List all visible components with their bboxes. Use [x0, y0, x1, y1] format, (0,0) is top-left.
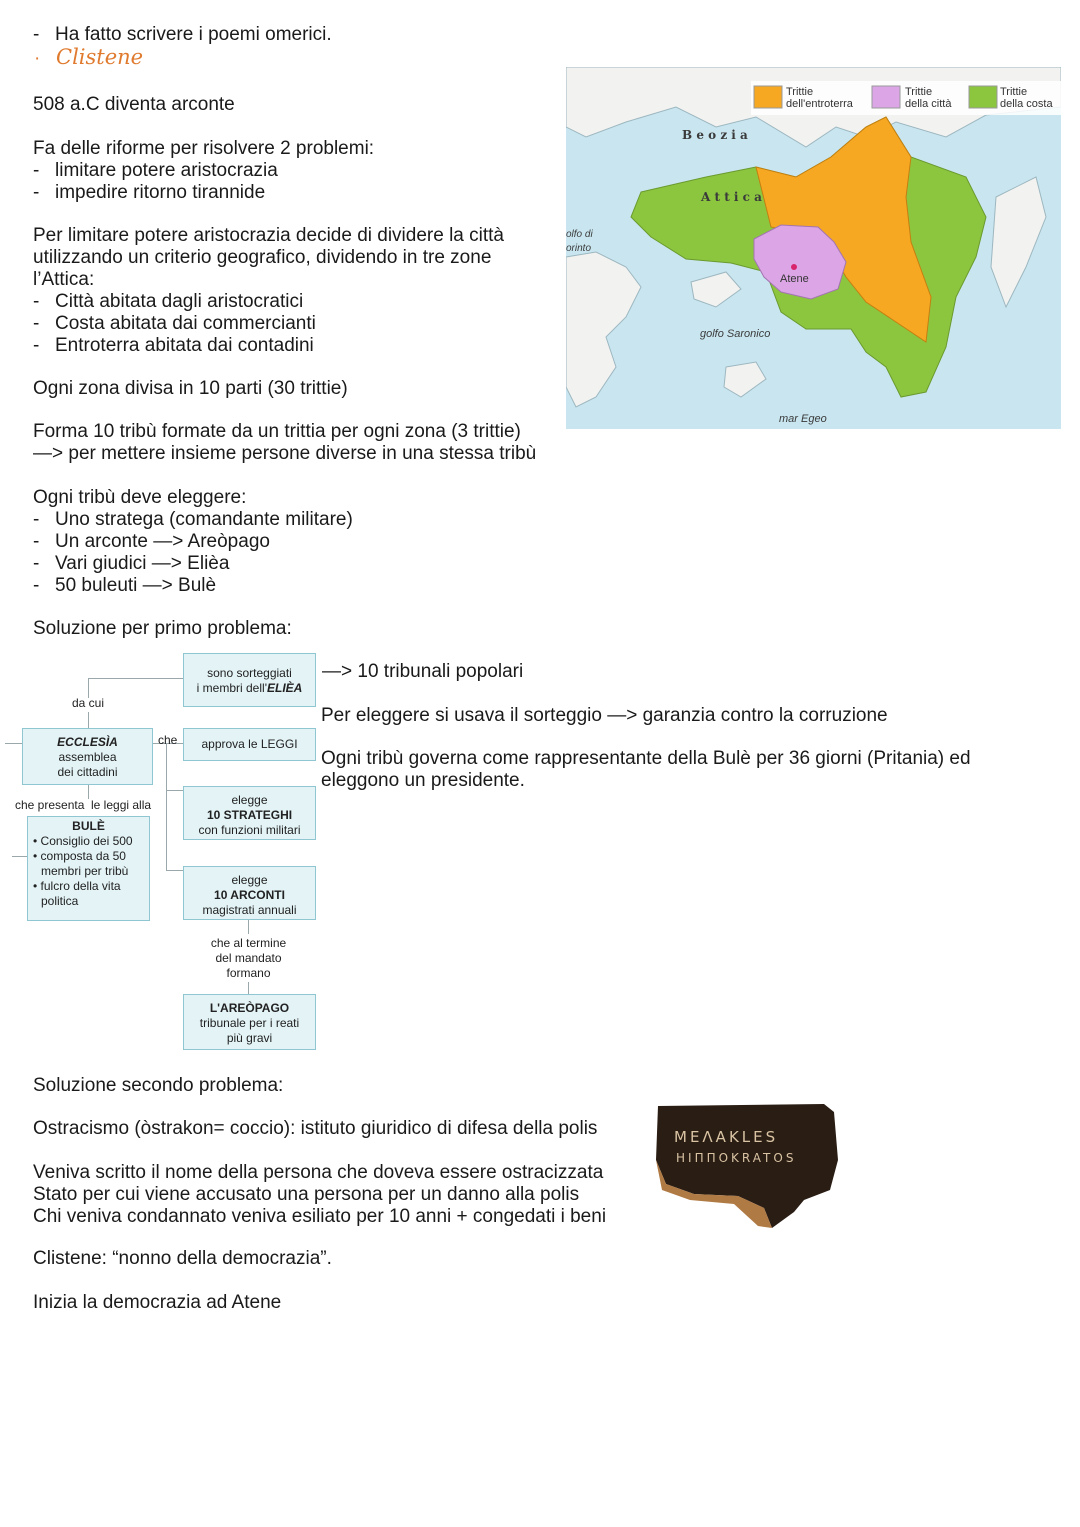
note-ostr-3: Chi veniva condannato veniva esiliato per 10 anni + congedati i beni [33, 1206, 607, 1227]
connector-line [88, 785, 89, 799]
legend-costa-2: della costa [1000, 98, 1053, 110]
legend-entroterra-1: Trittie [786, 86, 814, 98]
note-ostr-1: Veniva scritto il nome della persona che doveva essere ostracizzata [33, 1162, 604, 1183]
label-golfo-corinto-2: orinto [566, 243, 592, 254]
connector-line [248, 982, 249, 994]
note-tribu-1: Forma 10 tribù formate da un trittia per ogni zona (3 trittie) [33, 421, 521, 442]
box-arconti [183, 866, 316, 920]
dash: - [33, 509, 40, 530]
arconti-line-2: 10 ARCONTI [214, 888, 285, 902]
label-golfo-saronico: golfo Saronico [700, 328, 771, 340]
areopago-line-1: L'AREÒPAGO [209, 1001, 290, 1015]
label-beozia: B e o z i a [682, 128, 748, 142]
connector-line [248, 920, 249, 934]
problem-2: impedire ritorno tirannide [55, 182, 266, 203]
strateghi-line-3: con funzioni militari [198, 823, 301, 837]
heading-clistene: Clistene [56, 45, 144, 69]
sorteggiati-line-1: sono sorteggiati [207, 666, 292, 680]
note-divide-1: Per limitare potere aristocrazia decide di dividere la città [33, 225, 504, 246]
zone-3: Entroterra abitata dai contadini [55, 335, 314, 356]
sorteggiati-eliea: ELIÈA [266, 681, 303, 695]
ostrakon-line-2: HIΠΠOKRATOS [676, 1151, 797, 1165]
dash: - [33, 313, 40, 334]
note-divide-3: l’Attica: [33, 269, 95, 290]
box-strateghi [183, 786, 316, 840]
problem-1: limitare potere aristocrazia [55, 160, 278, 181]
connector-line [12, 856, 27, 857]
bule-bullet-2b: membri per tribù [41, 864, 129, 878]
box-areopago [183, 994, 316, 1050]
ecclesia-line-2: assemblea [58, 750, 117, 764]
areopago-line-3: più gravi [226, 1031, 273, 1045]
note-riforme: Fa delle riforme per risolvere 2 problemi: [33, 138, 375, 159]
box-bule [27, 816, 150, 921]
elect-3: Vari giudici —> Elièa [55, 553, 230, 574]
legend-citta-2: della città [905, 98, 952, 110]
connector-line [166, 790, 183, 791]
note-pritania-1: Ogni tribù governa come rappresentante della Bulè per 36 giorni (Pritania) ed [321, 748, 971, 769]
bule-title: BULÈ [72, 819, 105, 833]
bule-bullet-3b: politica [41, 894, 79, 908]
label-golfo-corinto-1: olfo di [566, 229, 593, 240]
elect-4: 50 buleuti —> Bulè [55, 575, 217, 596]
dash: - [33, 160, 40, 181]
attica-map [566, 67, 1061, 429]
termine-line-2: del mandato [215, 951, 282, 965]
connector-line [88, 678, 89, 698]
elect-1: Uno stratega (comandante militare) [55, 509, 353, 530]
legend-swatch-costa [969, 86, 997, 108]
note-inizia: Inizia la democrazia ad Atene [33, 1292, 282, 1313]
note-arconte: 508 a.C diventa arconte [33, 94, 235, 115]
label-termine [196, 936, 301, 981]
note-ostr-2: Stato per cui viene accusato una persona per un danno alla polis [33, 1184, 580, 1205]
label-le-leggi-alla: le leggi alla [91, 798, 152, 812]
note-poemi: Ha fatto scrivere i poemi omerici. [55, 24, 332, 45]
label-atene: Atene [780, 273, 809, 285]
label-da-cui: da cui [72, 696, 105, 710]
note-pritania-2: eleggono un presidente. [321, 770, 525, 791]
strateghi-line-1: elegge [231, 793, 268, 807]
note-ostracismo: Ostracismo (òstrakon= coccio): istituto giuridico di difesa della polis [33, 1118, 598, 1139]
note-trittie: Ogni zona divisa in 10 parti (30 trittie) [33, 378, 348, 399]
note-tribunali: —> 10 tribunali popolari [322, 661, 524, 682]
legend-citta-1: Trittie [905, 86, 933, 98]
dash: - [33, 24, 40, 45]
arconti-line-3: magistrati annuali [202, 903, 297, 917]
zone-2: Costa abitata dai commercianti [55, 313, 316, 334]
connector-line [88, 678, 183, 679]
note-soluzione-1: Soluzione per primo problema: [33, 618, 292, 639]
ostrakon-image [654, 1100, 840, 1230]
bule-bullet-2: • composta da 50 [33, 849, 126, 863]
note-eleggere: Ogni tribù deve eleggere: [33, 487, 247, 508]
dash: - [33, 531, 40, 552]
termine-line-3: formano [226, 966, 271, 980]
note-sorteggio: Per eleggere si usava il sorteggio —> garanzia contro la corruzione [321, 705, 888, 726]
bule-bullet-3: • fulcro della vita [33, 879, 121, 893]
bullet: · [34, 48, 41, 69]
label-che-presenta: che presenta [15, 798, 85, 812]
atene-marker [791, 264, 797, 270]
label-attica: A t t i c a [701, 190, 762, 204]
legend-swatch-entroterra [754, 86, 782, 108]
note-tribu-2: —> per mettere insieme persone diverse in una stessa tribù [33, 443, 537, 464]
connector-line [5, 743, 22, 744]
box-ecclesia [22, 728, 153, 785]
box-approva [183, 728, 316, 761]
connector-line [166, 870, 183, 871]
elect-2: Un arconte —> Areòpago [55, 531, 270, 552]
label-mar-egeo: mar Egeo [779, 413, 827, 425]
dash: - [33, 575, 40, 596]
note-nonno: Clistene: “nonno della democrazia”. [33, 1248, 332, 1269]
areopago-line-2: tribunale per i reati [199, 1016, 300, 1030]
connector-line [88, 712, 89, 728]
legend-costa-1: Trittie [1000, 86, 1028, 98]
ostrakon-line-1: MEΛAKLES [674, 1128, 779, 1146]
zone-1: Città abitata dagli aristocratici [55, 291, 304, 312]
note-divide-2: utilizzando un criterio geografico, dividendo in tre zone [33, 247, 492, 268]
dash: - [33, 291, 40, 312]
dash: - [33, 335, 40, 356]
note-soluzione-2: Soluzione secondo problema: [33, 1075, 284, 1096]
box-sorteggiati [183, 653, 316, 707]
sorteggiati-line-2: i membri dell' [196, 681, 267, 695]
ecclesia-line-3: dei cittadini [57, 765, 118, 779]
label-che: che [158, 733, 178, 747]
strateghi-line-2: 10 STRATEGHI [206, 808, 293, 822]
ecclesia-title: ECCLESÌA [57, 735, 118, 749]
dash: - [33, 553, 40, 574]
arconti-line-1: elegge [231, 873, 268, 887]
bule-bullet-1: • Consiglio dei 500 [33, 834, 133, 848]
termine-line-1: che al termine [210, 936, 287, 950]
connector-line [166, 743, 167, 870]
approva-leggi: approva le LEGGI [201, 737, 298, 751]
dash: - [33, 182, 40, 203]
legend-swatch-citta [872, 86, 900, 108]
legend-entroterra-2: dell'entroterra [786, 98, 853, 110]
